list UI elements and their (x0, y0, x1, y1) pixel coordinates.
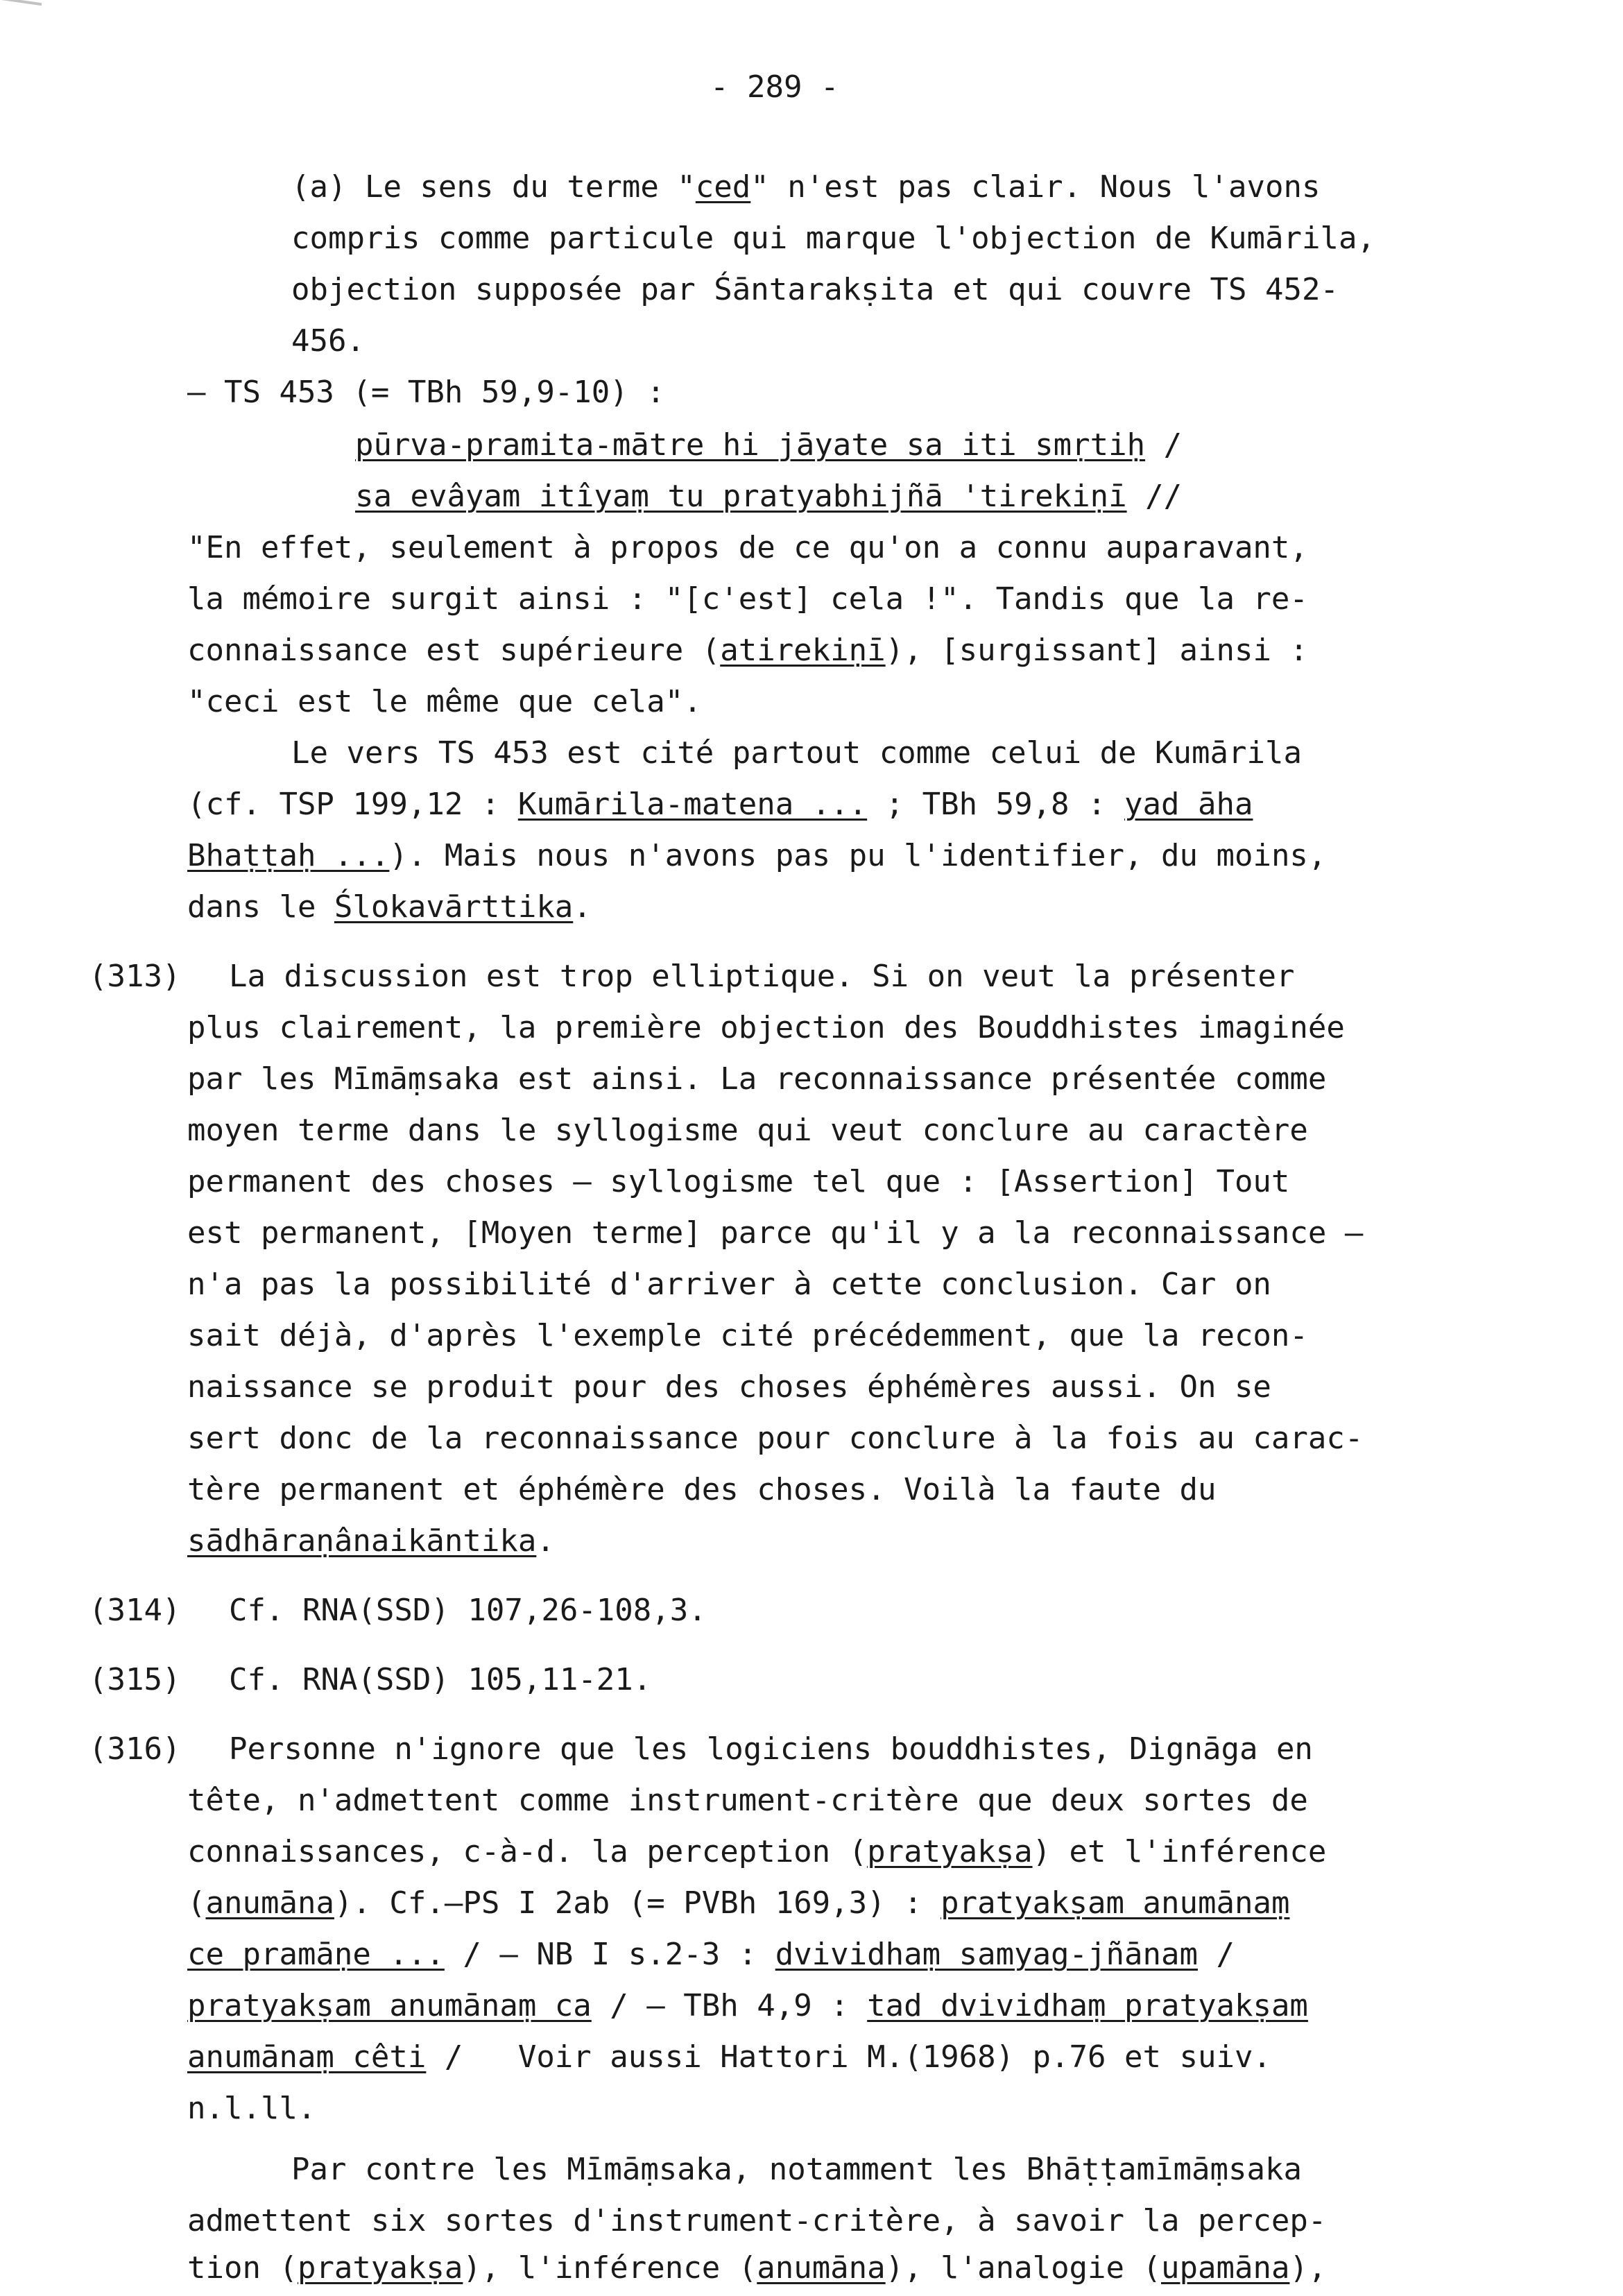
note-313-line-11: tère permanent et éphémère des choses. Voilà la faute du (187, 1472, 1217, 1507)
note-313-line-2: plus clairement, la première objection des Bouddhistes imaginée (187, 1010, 1345, 1045)
note-316-line-1: Personne n'ignore que les logiciens bouddhistes, Dignāga en (229, 1731, 1313, 1767)
note-313-line-8: sait déjà, d'après l'exemple cité précédemment, que la recon- (187, 1318, 1308, 1353)
note-a-line-1: (a) Le sens du terme "ced" n'est pas clair. Nous l'avons (291, 169, 1321, 205)
note-a-line-2: compris comme particule qui marque l'objection de Kumārila, (291, 221, 1375, 256)
page-number: - 289 - (710, 69, 839, 105)
note-316-para-line-2: admettent six sortes d'instrument-critère, à savoir la percep- (187, 2203, 1327, 2238)
note-313-line-4: moyen terme dans le syllogisme qui veut conclure au caractère (187, 1113, 1308, 1148)
note-316-para-line-3: tion (pratyakṣa), l'inférence (anumāna), l'analogie (upamāna), (187, 2250, 1327, 2286)
note-313-line-7: n'a pas la possibilité d'arriver à cette conclusion. Car on (187, 1267, 1271, 1302)
note-a-line-4: 456. (291, 323, 365, 359)
note-315-number: (315) (89, 1662, 181, 1697)
scan-corner-mark (0, 0, 42, 19)
ts453-para-line-3: Bhaṭṭaḥ ...). Mais nous n'avons pas pu l'identifier, du moins, (187, 838, 1327, 873)
note-316-line-7: anumānaṃ cêti / Voir aussi Hattori M.(1968) p.76 et suiv. (187, 2039, 1271, 2075)
note-a-line-3: objection supposée par Śāntarakṣita et qui couvre TS 452- (291, 272, 1339, 307)
note-314-text: Cf. RNA(SSD) 107,26-108,3. (229, 1593, 707, 1628)
ts453-verse-2: sa evâyam itîyaṃ tu pratyabhijñā 'tirekiṇī // (355, 479, 1183, 514)
note-316-line-8: n.l.ll. (187, 2091, 316, 2126)
translation-line-4: "ceci est le même que cela". (187, 684, 702, 719)
note-315-text: Cf. RNA(SSD) 105,11-21. (229, 1662, 652, 1697)
note-316-line-3: connaissances, c-à-d. la perception (pratyakṣa) et l'inférence (187, 1834, 1327, 1869)
translation-line-3: connaissance est supérieure (atirekiṇī), [surgissant] ainsi : (187, 633, 1308, 668)
ts453-para-line-4: dans le Ślokavārttika. (187, 889, 592, 925)
note-313-line-6: est permanent, [Moyen terme] parce qu'il y a la reconnaissance — (187, 1215, 1364, 1251)
ts453-para-line-2: (cf. TSP 199,12 : Kumārila-matena ... ; TBh 59,8 : yad āha (187, 787, 1253, 822)
note-313-line-10: sert donc de la reconnaissance pour conclure à la fois au carac- (187, 1421, 1364, 1456)
note-313-line-9: naissance se produit pour des choses éphémères aussi. On se (187, 1369, 1271, 1405)
note-313-number: (313) (89, 959, 181, 994)
ts453-reference: — TS 453 (= TBh 59,9-10) : (187, 375, 665, 410)
note-313-line-3: par les Mīmāṃsaka est ainsi. La reconnaissance présentée comme (187, 1061, 1327, 1097)
ts453-para-line-1: Le vers TS 453 est cité partout comme celui de Kumārila (291, 735, 1302, 771)
note-313-line-12: sādhāraṇânaikāntika. (187, 1523, 555, 1559)
translation-line-2: la mémoire surgit ainsi : "[c'est] cela !". Tandis que la re- (187, 581, 1308, 617)
note-316-para-line-1: Par contre les Mīmāṃsaka, notamment les Bhāṭṭamīmāṃsaka (291, 2152, 1302, 2187)
note-313-line-1: La discussion est trop elliptique. Si on veut la présenter (229, 959, 1295, 994)
note-316-number: (316) (89, 1731, 181, 1767)
note-316-line-5: ce pramāṇe ... / — NB I s.2-3 : dvividhaṃ samyag-jñānam / (187, 1937, 1235, 1972)
note-316-line-6: pratyakṣam anumānaṃ ca / — TBh 4,9 : tad dvividhaṃ pratyakṣam (187, 1988, 1308, 2023)
note-316-line-2: tête, n'admettent comme instrument-critère que deux sortes de (187, 1783, 1308, 1818)
note-314-number: (314) (89, 1593, 181, 1628)
note-316-line-4: (anumāna). Cf.—PS I 2ab (= PVBh 169,3) : pratyakṣam anumānaṃ (187, 1885, 1290, 1921)
note-313-line-5: permanent des choses — syllogisme tel que : [Assertion] Tout (187, 1164, 1290, 1199)
translation-line-1: "En effet, seulement à propos de ce qu'on a connu auparavant, (187, 530, 1308, 565)
ts453-verse-1: pūrva-pramita-mātre hi jāyate sa iti smṛtiḥ / (355, 427, 1183, 463)
